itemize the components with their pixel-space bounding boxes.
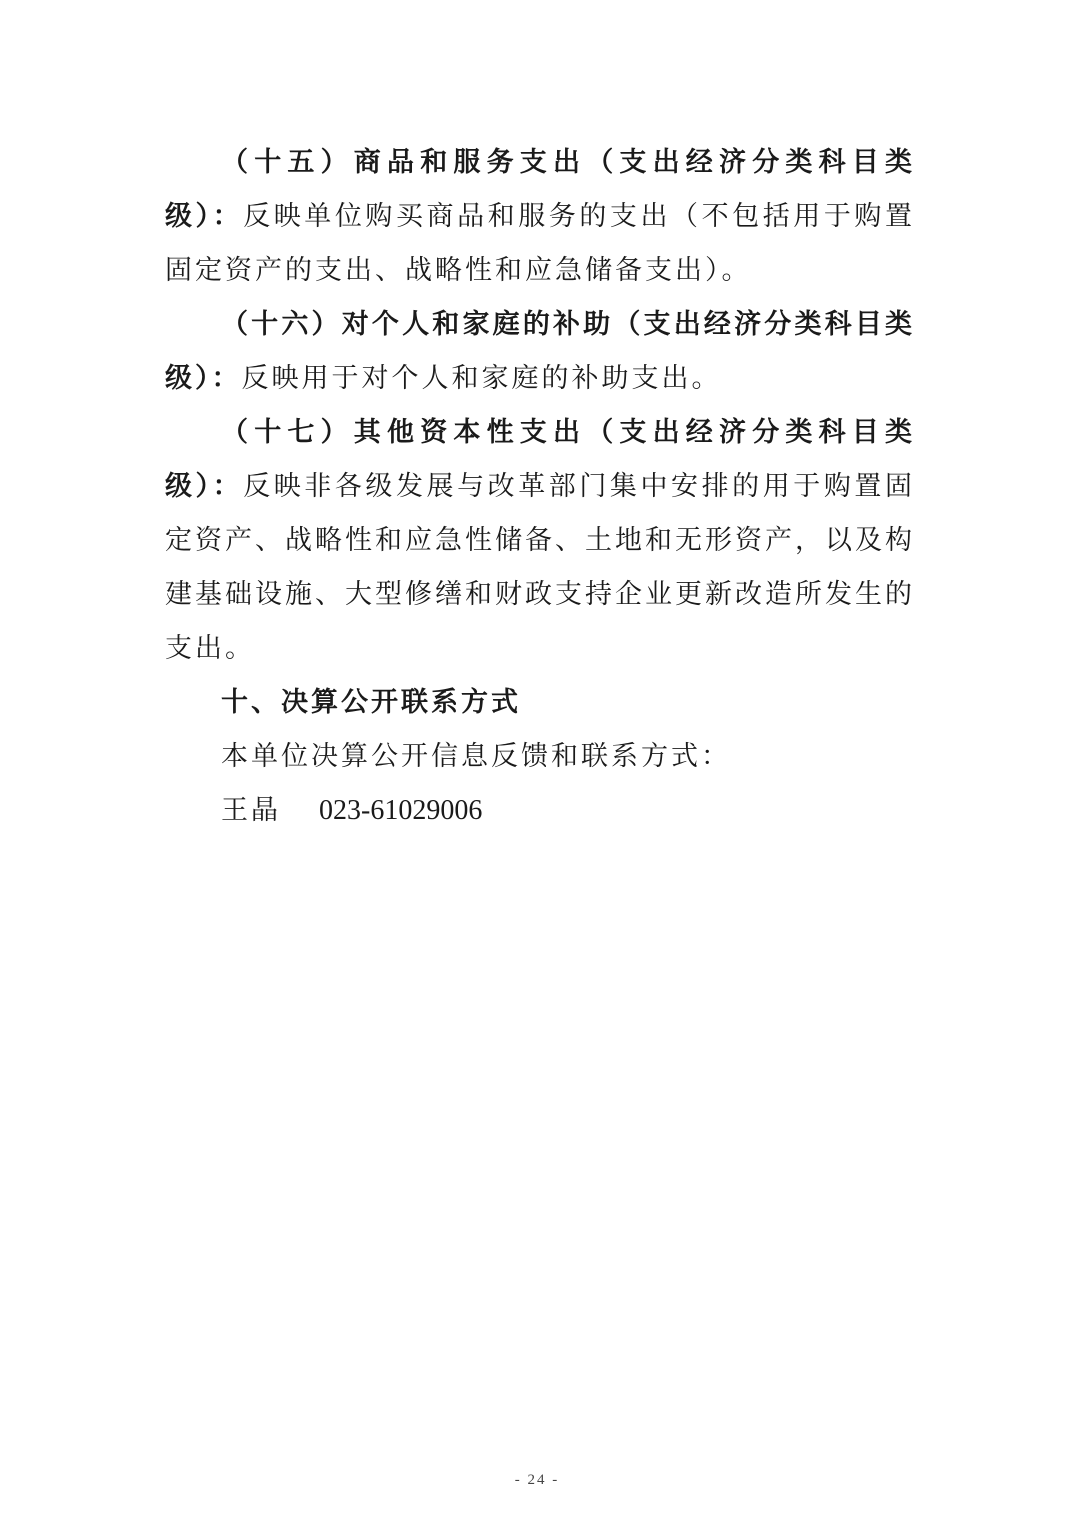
contact-phone: 023-61029006 bbox=[319, 795, 483, 826]
contact-details bbox=[165, 784, 915, 838]
contact-intro: 本单位决算公开信息反馈和联系方式： bbox=[221, 741, 731, 772]
section-15 bbox=[165, 136, 915, 298]
section-17-body: 反映非各级发展与改革部门集中安排的用于购置固定资产、战略性和应急性储备、土地和无形资产，以及构建基础设施、大型修缮和财政支持企业更新改造所发生的支出。 bbox=[165, 471, 915, 664]
page-content bbox=[165, 136, 915, 838]
section-17 bbox=[165, 406, 915, 676]
contact-name: 王晶 bbox=[221, 795, 281, 826]
section-15-body: 反映单位购买商品和服务的支出（不包括用于购置固定资产的支出、战略性和应急储备支出）。 bbox=[165, 201, 915, 286]
contact-heading: 十、决算公开联系方式 bbox=[221, 687, 521, 718]
page-number: - 24 - bbox=[514, 1472, 560, 1488]
section-16 bbox=[165, 298, 915, 406]
section-17-heading: （十七）其他资本性支出（支出经济分类科目类级）： bbox=[165, 417, 915, 502]
section-15-heading: （十五）商品和服务支出（支出经济分类科目类级）： bbox=[165, 147, 915, 232]
section-16-heading: （十六）对个人和家庭的补助（支出经济分类科目类级）： bbox=[165, 309, 915, 394]
section-16-body: 反映用于对个人和家庭的补助支出。 bbox=[241, 363, 722, 394]
